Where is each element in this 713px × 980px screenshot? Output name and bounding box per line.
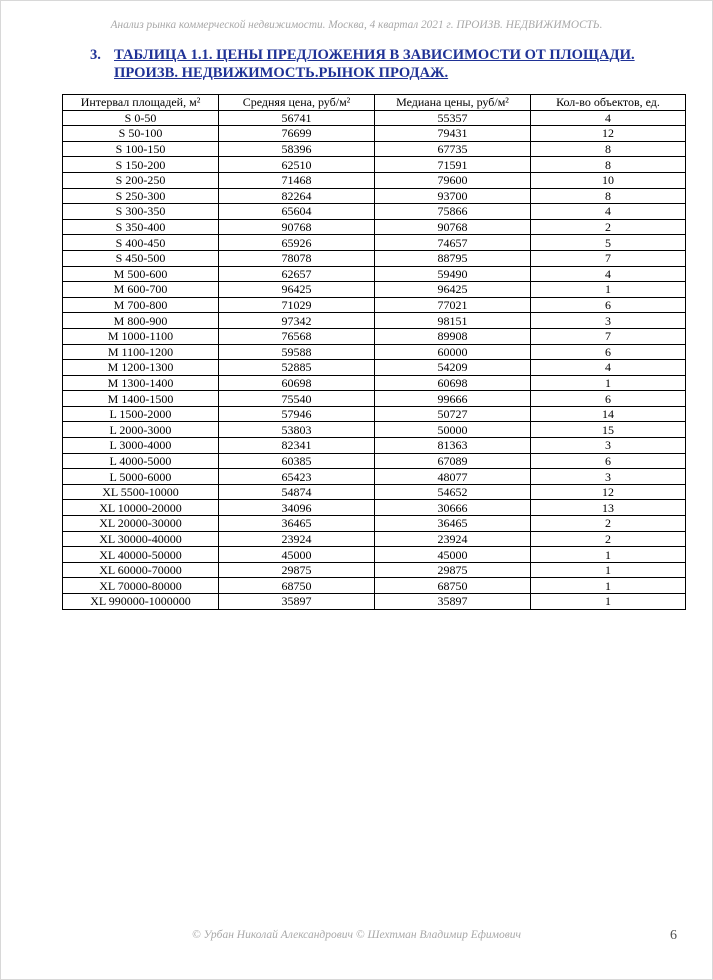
cell-average-price: 65926 bbox=[219, 235, 375, 251]
cell-average-price: 90768 bbox=[219, 219, 375, 235]
cell-area-interval: XL 70000-80000 bbox=[63, 578, 219, 594]
cell-median-price: 71591 bbox=[375, 157, 531, 173]
table-row bbox=[63, 516, 686, 532]
cell-object-count: 1 bbox=[531, 282, 686, 298]
cell-average-price: 59588 bbox=[219, 344, 375, 360]
table-row bbox=[63, 297, 686, 313]
cell-area-interval: XL 30000-40000 bbox=[63, 531, 219, 547]
cell-average-price: 52885 bbox=[219, 360, 375, 376]
price-by-area-table bbox=[62, 94, 686, 610]
table-row bbox=[63, 594, 686, 610]
cell-average-price: 82264 bbox=[219, 188, 375, 204]
cell-area-interval: L 1500-2000 bbox=[63, 406, 219, 422]
cell-average-price: 23924 bbox=[219, 531, 375, 547]
cell-median-price: 74657 bbox=[375, 235, 531, 251]
cell-median-price: 36465 bbox=[375, 516, 531, 532]
cell-object-count: 2 bbox=[531, 516, 686, 532]
cell-median-price: 93700 bbox=[375, 188, 531, 204]
table-row bbox=[63, 204, 686, 220]
cell-average-price: 29875 bbox=[219, 562, 375, 578]
cell-average-price: 71029 bbox=[219, 297, 375, 313]
section-title-line-2: ПРОИЗВ. НЕДВИЖИМОСТЬ.РЫНОК ПРОДАЖ. bbox=[114, 65, 449, 81]
cell-object-count: 6 bbox=[531, 391, 686, 407]
table-row bbox=[63, 406, 686, 422]
table-row bbox=[63, 438, 686, 454]
cell-median-price: 60698 bbox=[375, 375, 531, 391]
cell-average-price: 60385 bbox=[219, 453, 375, 469]
cell-average-price: 60698 bbox=[219, 375, 375, 391]
section-number: 3. bbox=[90, 47, 101, 63]
cell-average-price: 36465 bbox=[219, 516, 375, 532]
cell-object-count: 3 bbox=[531, 313, 686, 329]
cell-area-interval: L 5000-6000 bbox=[63, 469, 219, 485]
cell-area-interval: S 200-250 bbox=[63, 172, 219, 188]
cell-average-price: 56741 bbox=[219, 110, 375, 126]
cell-average-price: 62657 bbox=[219, 266, 375, 282]
table-row bbox=[63, 235, 686, 251]
cell-median-price: 99666 bbox=[375, 391, 531, 407]
cell-area-interval: M 600-700 bbox=[63, 282, 219, 298]
cell-average-price: 78078 bbox=[219, 250, 375, 266]
cell-object-count: 3 bbox=[531, 469, 686, 485]
table-row bbox=[63, 141, 686, 157]
table-row bbox=[63, 126, 686, 142]
cell-median-price: 29875 bbox=[375, 562, 531, 578]
cell-median-price: 77021 bbox=[375, 297, 531, 313]
page-number: 6 bbox=[670, 928, 677, 943]
cell-median-price: 88795 bbox=[375, 250, 531, 266]
cell-object-count: 13 bbox=[531, 500, 686, 516]
cell-median-price: 60000 bbox=[375, 344, 531, 360]
cell-average-price: 75540 bbox=[219, 391, 375, 407]
cell-area-interval: XL 60000-70000 bbox=[63, 562, 219, 578]
cell-area-interval: S 400-450 bbox=[63, 235, 219, 251]
cell-object-count: 8 bbox=[531, 188, 686, 204]
column-header-object-count: Кол-во объектов, ед. bbox=[531, 95, 686, 111]
cell-average-price: 57946 bbox=[219, 406, 375, 422]
cell-median-price: 75866 bbox=[375, 204, 531, 220]
cell-object-count: 12 bbox=[531, 484, 686, 500]
cell-object-count: 6 bbox=[531, 344, 686, 360]
table-row bbox=[63, 360, 686, 376]
cell-average-price: 58396 bbox=[219, 141, 375, 157]
table-row bbox=[63, 391, 686, 407]
cell-object-count: 1 bbox=[531, 594, 686, 610]
cell-object-count: 4 bbox=[531, 360, 686, 376]
table-body bbox=[63, 110, 686, 609]
cell-object-count: 1 bbox=[531, 562, 686, 578]
cell-object-count: 1 bbox=[531, 578, 686, 594]
cell-median-price: 59490 bbox=[375, 266, 531, 282]
cell-object-count: 7 bbox=[531, 250, 686, 266]
column-header-area-interval: Интервал площадей, м² bbox=[63, 95, 219, 111]
table-row bbox=[63, 422, 686, 438]
cell-median-price: 50000 bbox=[375, 422, 531, 438]
cell-median-price: 67735 bbox=[375, 141, 531, 157]
cell-area-interval: S 100-150 bbox=[63, 141, 219, 157]
cell-area-interval: XL 990000-1000000 bbox=[63, 594, 219, 610]
table-row bbox=[63, 453, 686, 469]
table-row bbox=[63, 344, 686, 360]
table-row bbox=[63, 547, 686, 563]
cell-median-price: 48077 bbox=[375, 469, 531, 485]
cell-median-price: 54209 bbox=[375, 360, 531, 376]
cell-average-price: 53803 bbox=[219, 422, 375, 438]
cell-average-price: 54874 bbox=[219, 484, 375, 500]
cell-object-count: 5 bbox=[531, 235, 686, 251]
cell-area-interval: XL 20000-30000 bbox=[63, 516, 219, 532]
cell-area-interval: S 150-200 bbox=[63, 157, 219, 173]
table-row bbox=[63, 282, 686, 298]
cell-median-price: 23924 bbox=[375, 531, 531, 547]
cell-area-interval: M 700-800 bbox=[63, 297, 219, 313]
table-row bbox=[63, 562, 686, 578]
table-row bbox=[63, 188, 686, 204]
table-row bbox=[63, 219, 686, 235]
cell-object-count: 12 bbox=[531, 126, 686, 142]
cell-median-price: 79600 bbox=[375, 172, 531, 188]
cell-object-count: 6 bbox=[531, 453, 686, 469]
cell-object-count: 8 bbox=[531, 141, 686, 157]
table-row bbox=[63, 250, 686, 266]
cell-object-count: 2 bbox=[531, 219, 686, 235]
table-row bbox=[63, 110, 686, 126]
cell-median-price: 89908 bbox=[375, 328, 531, 344]
cell-area-interval: XL 5500-10000 bbox=[63, 484, 219, 500]
table-row bbox=[63, 469, 686, 485]
table-row bbox=[63, 500, 686, 516]
cell-average-price: 65423 bbox=[219, 469, 375, 485]
cell-object-count: 10 bbox=[531, 172, 686, 188]
cell-median-price: 55357 bbox=[375, 110, 531, 126]
running-header: Анализ рынка коммерческой недвижимости. Москва, 4 квартал 2021 г. ПРОИЗВ. НЕДВИЖИМОСТЬ. bbox=[110, 19, 603, 31]
table-row bbox=[63, 157, 686, 173]
cell-area-interval: M 1100-1200 bbox=[63, 344, 219, 360]
cell-area-interval: M 1000-1100 bbox=[63, 328, 219, 344]
table-row bbox=[63, 531, 686, 547]
table-header-row bbox=[63, 95, 686, 111]
column-header-median-price: Медиана цены, руб/м² bbox=[375, 95, 531, 111]
cell-area-interval: M 1300-1400 bbox=[63, 375, 219, 391]
cell-area-interval: S 250-300 bbox=[63, 188, 219, 204]
cell-median-price: 30666 bbox=[375, 500, 531, 516]
cell-object-count: 14 bbox=[531, 406, 686, 422]
cell-average-price: 65604 bbox=[219, 204, 375, 220]
cell-average-price: 96425 bbox=[219, 282, 375, 298]
section-title bbox=[90, 46, 690, 82]
section-title-line-1: ТАБЛИЦА 1.1. ЦЕНЫ ПРЕДЛОЖЕНИЯ В ЗАВИСИМОСТИ ОТ ПЛОЩАДИ. bbox=[114, 47, 635, 63]
cell-area-interval: S 0-50 bbox=[63, 110, 219, 126]
table-row bbox=[63, 328, 686, 344]
cell-object-count: 4 bbox=[531, 204, 686, 220]
cell-median-price: 50727 bbox=[375, 406, 531, 422]
footer-authors: © Урбан Николай Александрович © Шехтман Владимир Ефимович bbox=[192, 929, 521, 941]
cell-median-price: 98151 bbox=[375, 313, 531, 329]
cell-average-price: 34096 bbox=[219, 500, 375, 516]
cell-median-price: 90768 bbox=[375, 219, 531, 235]
cell-median-price: 45000 bbox=[375, 547, 531, 563]
cell-median-price: 79431 bbox=[375, 126, 531, 142]
cell-area-interval: L 2000-3000 bbox=[63, 422, 219, 438]
cell-area-interval: S 350-400 bbox=[63, 219, 219, 235]
cell-average-price: 76568 bbox=[219, 328, 375, 344]
table-row bbox=[63, 266, 686, 282]
cell-area-interval: S 50-100 bbox=[63, 126, 219, 142]
cell-area-interval: M 800-900 bbox=[63, 313, 219, 329]
cell-area-interval: M 500-600 bbox=[63, 266, 219, 282]
cell-object-count: 15 bbox=[531, 422, 686, 438]
cell-area-interval: XL 40000-50000 bbox=[63, 547, 219, 563]
cell-average-price: 82341 bbox=[219, 438, 375, 454]
table-row bbox=[63, 172, 686, 188]
cell-median-price: 68750 bbox=[375, 578, 531, 594]
cell-average-price: 71468 bbox=[219, 172, 375, 188]
cell-median-price: 67089 bbox=[375, 453, 531, 469]
cell-area-interval: M 1400-1500 bbox=[63, 391, 219, 407]
cell-object-count: 2 bbox=[531, 531, 686, 547]
cell-area-interval: M 1200-1300 bbox=[63, 360, 219, 376]
cell-average-price: 76699 bbox=[219, 126, 375, 142]
table-row bbox=[63, 375, 686, 391]
cell-average-price: 97342 bbox=[219, 313, 375, 329]
cell-median-price: 81363 bbox=[375, 438, 531, 454]
cell-average-price: 62510 bbox=[219, 157, 375, 173]
cell-median-price: 96425 bbox=[375, 282, 531, 298]
cell-area-interval: S 300-350 bbox=[63, 204, 219, 220]
cell-area-interval: XL 10000-20000 bbox=[63, 500, 219, 516]
cell-object-count: 4 bbox=[531, 266, 686, 282]
column-header-average-price: Средняя цена, руб/м² bbox=[219, 95, 375, 111]
cell-object-count: 6 bbox=[531, 297, 686, 313]
table-row bbox=[63, 484, 686, 500]
table-row bbox=[63, 578, 686, 594]
cell-average-price: 68750 bbox=[219, 578, 375, 594]
cell-object-count: 1 bbox=[531, 375, 686, 391]
cell-median-price: 54652 bbox=[375, 484, 531, 500]
cell-median-price: 35897 bbox=[375, 594, 531, 610]
cell-area-interval: L 4000-5000 bbox=[63, 453, 219, 469]
cell-object-count: 3 bbox=[531, 438, 686, 454]
cell-area-interval: L 3000-4000 bbox=[63, 438, 219, 454]
cell-object-count: 7 bbox=[531, 328, 686, 344]
cell-object-count: 1 bbox=[531, 547, 686, 563]
table-row bbox=[63, 313, 686, 329]
cell-average-price: 45000 bbox=[219, 547, 375, 563]
cell-average-price: 35897 bbox=[219, 594, 375, 610]
cell-object-count: 4 bbox=[531, 110, 686, 126]
cell-object-count: 8 bbox=[531, 157, 686, 173]
cell-area-interval: S 450-500 bbox=[63, 250, 219, 266]
